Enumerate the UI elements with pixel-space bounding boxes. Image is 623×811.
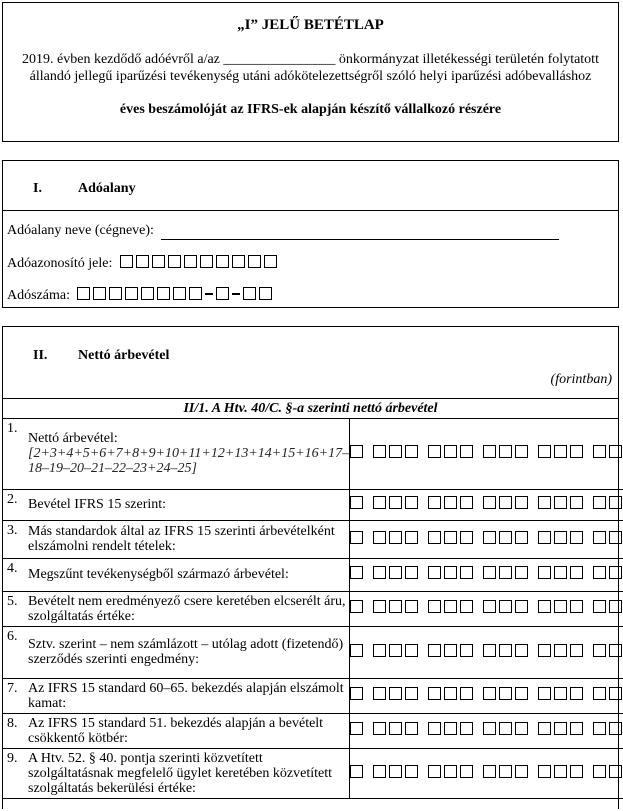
row-number: 1. xyxy=(7,421,18,436)
form-subtitle: éves beszámolóját az IFRS-ek alapján készítő vállalkozó részére xyxy=(119,102,502,117)
digit-box[interactable] xyxy=(405,531,418,544)
digit-box[interactable] xyxy=(483,445,496,458)
row-formula: [2+3+4+5+6+7+8+9+10+11+12+13+14+15+16+17–18–19–20–21–22–23+24–25] xyxy=(28,446,350,477)
digit-box[interactable] xyxy=(389,600,402,613)
row-label-cell xyxy=(3,558,350,591)
digit-box[interactable] xyxy=(570,600,583,613)
digit-box[interactable] xyxy=(499,687,512,700)
digit-box[interactable] xyxy=(554,644,567,657)
digit-box[interactable] xyxy=(570,566,583,579)
digit-box[interactable] xyxy=(444,566,457,579)
digit-box[interactable] xyxy=(499,531,512,544)
digit-box[interactable] xyxy=(609,687,622,700)
digit-box[interactable] xyxy=(373,445,386,458)
digit-box[interactable] xyxy=(483,600,496,613)
amount-field[interactable] xyxy=(350,591,623,626)
digit-box[interactable] xyxy=(538,566,551,579)
digit-box[interactable] xyxy=(373,600,386,613)
section-title: Nettó árbevétel xyxy=(78,348,170,363)
digit-box[interactable] xyxy=(609,531,622,544)
digit-box[interactable] xyxy=(483,531,496,544)
digit-box[interactable] xyxy=(350,445,363,458)
table-row xyxy=(3,489,623,520)
digit-box[interactable] xyxy=(609,644,622,657)
section-header xyxy=(3,161,618,211)
digit-box[interactable] xyxy=(389,765,402,778)
digit-box[interactable] xyxy=(483,687,496,700)
digit-box[interactable] xyxy=(373,566,386,579)
table-row xyxy=(3,558,623,591)
row-label-cell xyxy=(3,713,350,748)
taxid-field[interactable] xyxy=(120,256,280,271)
digit-box[interactable] xyxy=(444,687,457,700)
row-label-cell xyxy=(3,419,350,489)
amount-field[interactable] xyxy=(350,713,623,748)
digit-box[interactable] xyxy=(570,722,583,735)
row-text: A Htv. 52. § 40. pontja szerinti közvetített szolgáltatásnak megfelelő ügylet keretében közvetített szolgáltatás bekerülési értéke: xyxy=(28,750,332,796)
digit-box[interactable] xyxy=(499,644,512,657)
digit-box[interactable] xyxy=(428,445,441,458)
digit-box[interactable] xyxy=(389,687,402,700)
digit-box[interactable] xyxy=(554,722,567,735)
digit-box[interactable] xyxy=(609,722,622,735)
table-row xyxy=(3,748,623,798)
taxid-label: Adóazonosító jele: xyxy=(7,256,113,271)
digit-box[interactable] xyxy=(405,722,418,735)
row-text: Az IFRS 15 standard 60–65. bekezdés alapján elszámolt kamat: xyxy=(28,680,344,711)
digit-box[interactable] xyxy=(460,496,473,509)
digit-box[interactable] xyxy=(460,445,473,458)
row-text: Sztv. szerint – nem számlázott – utólag adott (fizetendő) szerződés szerinti engedmény: xyxy=(28,637,344,667)
digit-box[interactable] xyxy=(350,687,363,700)
digit-box[interactable] xyxy=(373,531,386,544)
digit-box[interactable] xyxy=(554,600,567,613)
row-number: 6. xyxy=(7,628,18,644)
digit-box[interactable] xyxy=(570,644,583,657)
digit-box[interactable] xyxy=(405,600,418,613)
digit-box[interactable] xyxy=(389,496,402,509)
section-adoalany xyxy=(2,160,619,308)
digit-box[interactable] xyxy=(593,644,606,657)
row-label-cell xyxy=(3,626,350,678)
row-label-cell xyxy=(3,591,350,626)
digit-box[interactable] xyxy=(554,496,567,509)
digit-box[interactable] xyxy=(483,566,496,579)
digit-box[interactable] xyxy=(609,566,622,579)
digit-box[interactable] xyxy=(350,531,363,544)
form-description: 2019. évben kezdődő adóévről a/az ________________ önkormányzat illetékességi területén folytatott állandó jellegű iparűzési tevékenység utáni adókötelezettségről szóló helyi iparűzési adóbevalláshoz xyxy=(22,52,599,84)
digit-box[interactable] xyxy=(593,531,606,544)
digit-box[interactable] xyxy=(460,687,473,700)
digit-box[interactable] xyxy=(389,566,402,579)
digit-box[interactable] xyxy=(460,765,473,778)
digit-box[interactable] xyxy=(499,496,512,509)
row-text: Bevételt nem eredményező csere keretében elcserélt áru, szolgáltatás értéke: xyxy=(28,593,346,624)
digit-box[interactable] xyxy=(554,765,567,778)
digit-box[interactable] xyxy=(483,722,496,735)
digit-box[interactable] xyxy=(515,496,528,509)
digit-box[interactable] xyxy=(554,566,567,579)
section-number: II. xyxy=(33,348,48,363)
digit-box[interactable] xyxy=(515,722,528,735)
digit-box[interactable] xyxy=(515,765,528,778)
row-text: Az IFRS 15 standard 51. bekezdés alapján a bevételt csökkentő kötbér: xyxy=(28,715,324,746)
digit-box[interactable] xyxy=(570,765,583,778)
digit-box[interactable] xyxy=(405,566,418,579)
digit-box[interactable] xyxy=(405,496,418,509)
digit-box[interactable] xyxy=(373,687,386,700)
row-label-cell xyxy=(3,748,350,798)
digit-box[interactable] xyxy=(444,600,457,613)
digit-box[interactable] xyxy=(593,722,606,735)
subsection-heading: II/1. A Htv. 40/C. §-a szerinti nettó árbevétel xyxy=(3,399,618,419)
table-row xyxy=(3,419,623,489)
table-row xyxy=(3,626,623,678)
digit-box[interactable] xyxy=(405,765,418,778)
unit-label: (forintban) xyxy=(550,372,612,387)
digit-box[interactable] xyxy=(350,566,363,579)
digit-box[interactable] xyxy=(444,765,457,778)
header-box xyxy=(2,2,619,142)
digit-box[interactable] xyxy=(373,496,386,509)
digit-box[interactable] xyxy=(428,687,441,700)
digit-box[interactable] xyxy=(350,765,363,778)
digit-box[interactable] xyxy=(428,765,441,778)
row-number: 8. xyxy=(7,715,18,731)
digit-box[interactable] xyxy=(428,600,441,613)
row-number: 2. xyxy=(7,491,18,507)
digit-box[interactable] xyxy=(554,445,567,458)
digit-box[interactable] xyxy=(428,496,441,509)
digit-box[interactable] xyxy=(483,496,496,509)
digit-box[interactable] xyxy=(593,687,606,700)
taxnum-field[interactable] xyxy=(77,288,275,303)
digit-box[interactable] xyxy=(593,445,606,458)
row-number: 9. xyxy=(7,750,18,766)
digit-box[interactable] xyxy=(444,644,457,657)
digit-box[interactable] xyxy=(570,687,583,700)
amount-field[interactable] xyxy=(350,419,623,489)
taxnum-label: Adószáma: xyxy=(7,288,70,303)
digit-box[interactable] xyxy=(460,644,473,657)
digit-box[interactable] xyxy=(350,600,363,613)
row-text: Bevétel IFRS 15 szerint: xyxy=(28,497,167,512)
digit-box[interactable] xyxy=(405,687,418,700)
name-line xyxy=(7,223,559,240)
digit-box[interactable] xyxy=(593,600,606,613)
digit-box[interactable] xyxy=(609,496,622,509)
digit-box[interactable] xyxy=(428,566,441,579)
digit-box[interactable] xyxy=(554,531,567,544)
digit-box[interactable] xyxy=(444,445,457,458)
digit-box[interactable] xyxy=(593,566,606,579)
name-field[interactable] xyxy=(161,223,559,240)
section-title: Adóalany xyxy=(78,181,136,196)
table-row xyxy=(3,591,623,626)
row-text: Megszűnt tevékenységből származó árbevétel: xyxy=(28,567,289,582)
digit-box[interactable] xyxy=(460,531,473,544)
digit-box[interactable] xyxy=(499,722,512,735)
row-number: 7. xyxy=(7,680,18,696)
digit-box[interactable] xyxy=(373,765,386,778)
digit-box[interactable] xyxy=(389,531,402,544)
digit-box[interactable] xyxy=(350,644,363,657)
row-number: 3. xyxy=(7,522,18,538)
form-title: „I” JELŰ BETÉTLAP xyxy=(237,17,384,33)
digit-box[interactable] xyxy=(538,445,551,458)
name-label: Adóalany neve (cégneve): xyxy=(7,223,154,238)
digit-box[interactable] xyxy=(609,600,622,613)
digit-box[interactable] xyxy=(538,687,551,700)
digit-box[interactable] xyxy=(570,496,583,509)
digit-box[interactable] xyxy=(538,644,551,657)
digit-box[interactable] xyxy=(428,531,441,544)
digit-box[interactable] xyxy=(460,566,473,579)
digit-box[interactable] xyxy=(350,722,363,735)
digit-box[interactable] xyxy=(428,644,441,657)
amount-field[interactable] xyxy=(350,748,623,798)
digit-box[interactable] xyxy=(350,496,363,509)
section-header xyxy=(3,327,618,399)
taxnum-line xyxy=(7,287,275,304)
digit-box[interactable] xyxy=(483,644,496,657)
digit-box[interactable] xyxy=(460,600,473,613)
revenue-table xyxy=(3,419,623,799)
digit-box[interactable] xyxy=(373,644,386,657)
digit-box[interactable] xyxy=(515,445,528,458)
digit-box[interactable] xyxy=(428,722,441,735)
digit-box[interactable] xyxy=(444,722,457,735)
digit-box[interactable] xyxy=(444,531,457,544)
digit-box[interactable] xyxy=(483,765,496,778)
digit-box[interactable] xyxy=(538,722,551,735)
digit-box[interactable] xyxy=(538,531,551,544)
digit-box[interactable] xyxy=(515,644,528,657)
digit-box[interactable] xyxy=(538,600,551,613)
digit-box[interactable] xyxy=(499,566,512,579)
section-number: I. xyxy=(33,181,42,196)
amount-field[interactable] xyxy=(350,626,623,678)
row-label-cell xyxy=(3,520,350,558)
digit-box[interactable] xyxy=(515,566,528,579)
digit-box[interactable] xyxy=(389,644,402,657)
amount-field[interactable] xyxy=(350,489,623,520)
section-netto-arbevetel xyxy=(2,326,619,809)
amount-field[interactable] xyxy=(350,678,623,713)
digit-box[interactable] xyxy=(499,765,512,778)
table-row xyxy=(3,520,623,558)
table-row xyxy=(3,678,623,713)
digit-box[interactable] xyxy=(515,531,528,544)
digit-box[interactable] xyxy=(389,445,402,458)
digit-box[interactable] xyxy=(593,496,606,509)
digit-box[interactable] xyxy=(593,765,606,778)
row-label-cell xyxy=(3,489,350,520)
digit-box[interactable] xyxy=(538,496,551,509)
digit-box[interactable] xyxy=(373,722,386,735)
digit-box[interactable] xyxy=(570,531,583,544)
digit-box[interactable] xyxy=(609,765,622,778)
amount-field[interactable] xyxy=(350,520,623,558)
digit-box[interactable] xyxy=(515,687,528,700)
digit-box[interactable] xyxy=(554,687,567,700)
amount-field[interactable] xyxy=(350,558,623,591)
digit-box[interactable] xyxy=(405,644,418,657)
digit-box[interactable] xyxy=(389,722,402,735)
row-label-cell xyxy=(3,678,350,713)
digit-box[interactable] xyxy=(460,722,473,735)
taxid-line xyxy=(7,255,280,272)
digit-box[interactable] xyxy=(499,600,512,613)
row-number: 4. xyxy=(7,560,18,576)
digit-box[interactable] xyxy=(444,496,457,509)
digit-box[interactable] xyxy=(515,600,528,613)
row-text: Más standardok által az IFRS 15 szerinti árbevételként elszámolni rendelt tételek: xyxy=(28,524,335,554)
digit-box[interactable] xyxy=(499,445,512,458)
digit-box[interactable] xyxy=(538,765,551,778)
digit-box[interactable] xyxy=(609,445,622,458)
digit-box[interactable] xyxy=(570,445,583,458)
row-number: 5. xyxy=(7,593,18,609)
table-row xyxy=(3,713,623,748)
row-text: Nettó árbevétel: xyxy=(28,431,118,447)
digit-box[interactable] xyxy=(405,445,418,458)
